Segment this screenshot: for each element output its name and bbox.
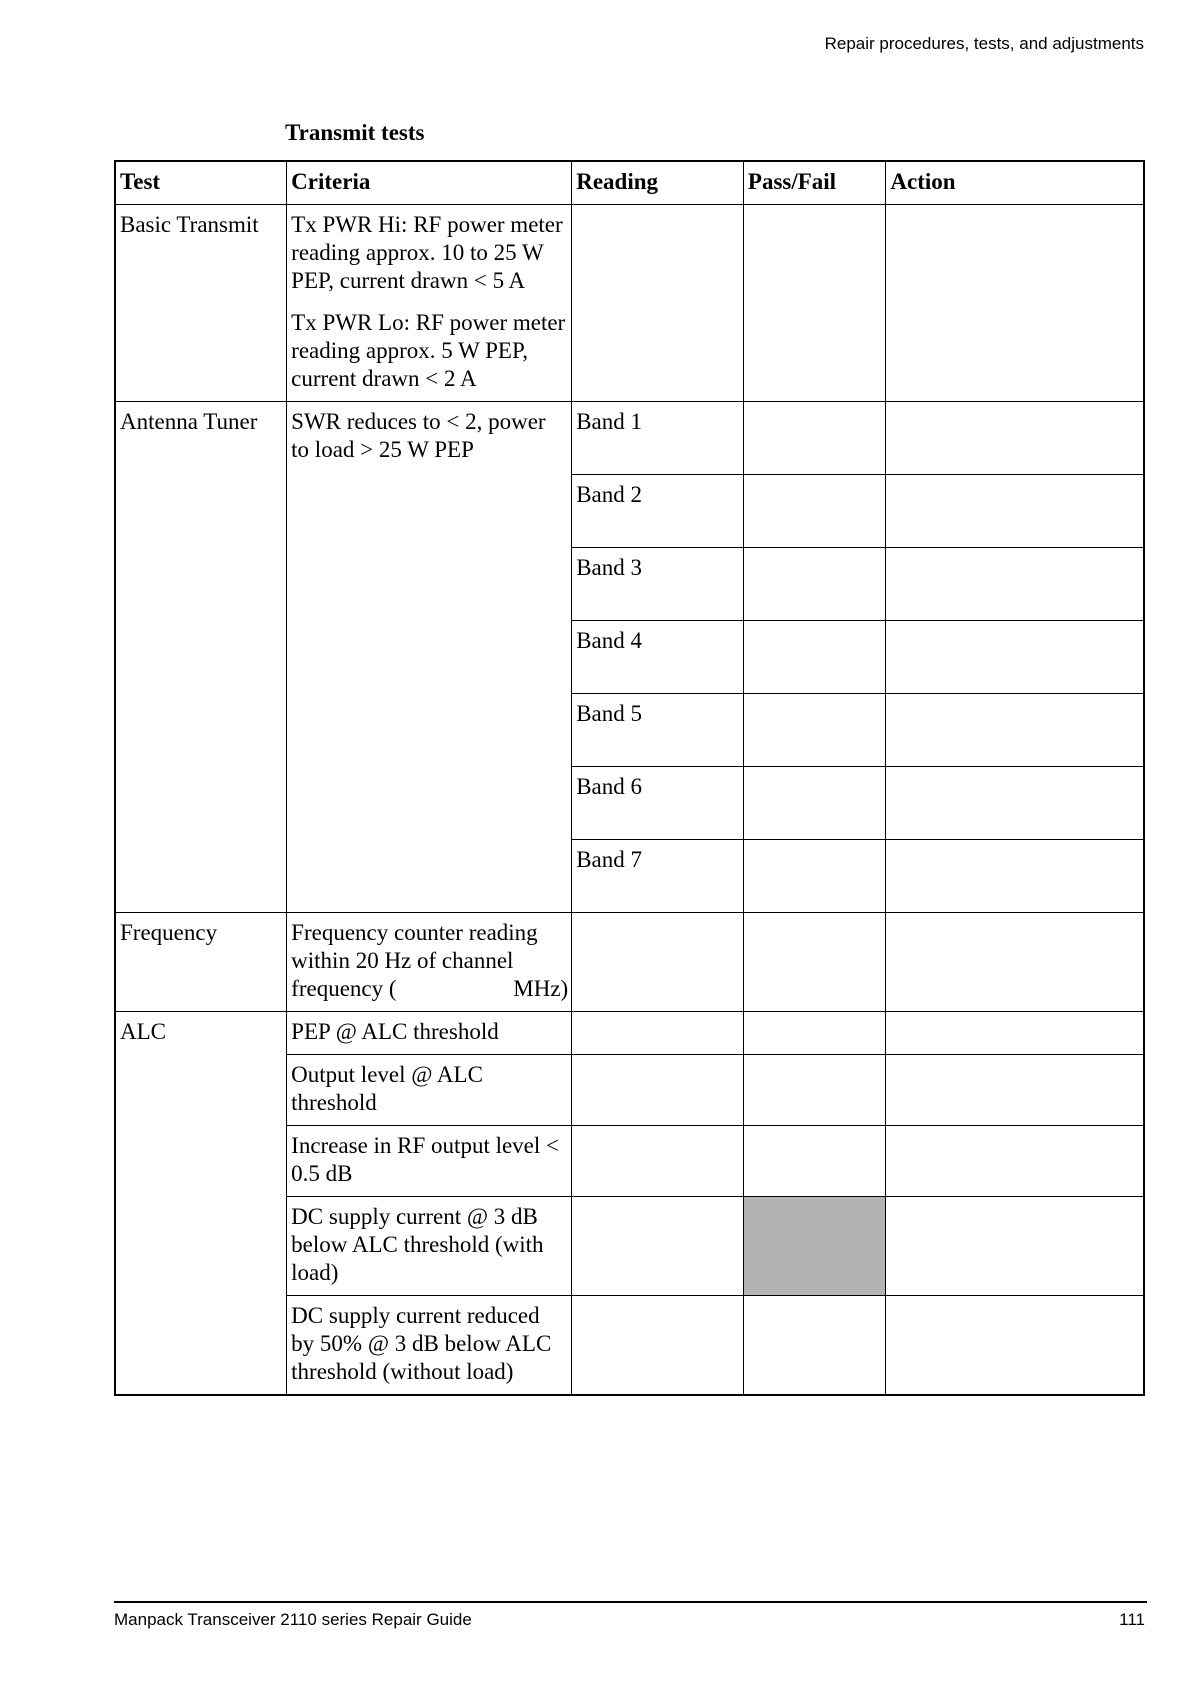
criteria-cell: SWR reduces to < 2, power to load > 25 W PEP	[287, 402, 572, 913]
pass-fail-cell[interactable]	[743, 767, 886, 840]
action-cell[interactable]	[886, 1012, 1144, 1055]
table-row-basic-transmit	[115, 205, 1144, 402]
pass-fail-cell-shaded	[743, 1197, 886, 1296]
pass-fail-cell[interactable]	[743, 402, 886, 475]
reading-cell[interactable]	[572, 1197, 744, 1296]
action-cell[interactable]	[886, 1197, 1144, 1296]
column-header-action: Action	[886, 161, 1144, 205]
reading-cell[interactable]	[572, 1012, 744, 1055]
action-cell[interactable]	[886, 840, 1144, 913]
action-cell[interactable]	[886, 694, 1144, 767]
frequency-entry-line	[291, 975, 568, 1003]
page-number: 111	[1119, 1610, 1145, 1629]
column-header-criteria: Criteria	[287, 161, 572, 205]
action-cell[interactable]	[886, 913, 1144, 1012]
criteria-cell: DC supply current @ 3 dB below ALC threshold (with load)	[287, 1197, 572, 1296]
pass-fail-cell[interactable]	[743, 840, 886, 913]
table-row-alc	[115, 1012, 1144, 1055]
action-cell[interactable]	[886, 548, 1144, 621]
column-header-pass-fail: Pass/Fail	[743, 161, 886, 205]
criteria-text: Tx PWR Lo: RF power meter reading approx. 5 W PEP, current drawn < 2 A	[291, 310, 566, 391]
reading-cell-band: Band 5	[572, 694, 744, 767]
reading-cell[interactable]	[572, 913, 744, 1012]
pass-fail-cell[interactable]	[743, 1296, 886, 1396]
criteria-cell	[287, 205, 572, 402]
pass-fail-cell[interactable]	[743, 913, 886, 1012]
test-name-cell: Antenna Tuner	[115, 402, 287, 913]
criteria-cell	[287, 913, 572, 1012]
criteria-cell: Increase in RF output level < 0.5 dB	[287, 1126, 572, 1197]
reading-cell-band: Band 4	[572, 621, 744, 694]
table-row-frequency	[115, 913, 1144, 1012]
reading-cell-band: Band 2	[572, 475, 744, 548]
table-row-antenna-tuner	[115, 402, 1144, 475]
pass-fail-cell[interactable]	[743, 621, 886, 694]
frequency-prefix: frequency (	[291, 976, 397, 1001]
action-cell[interactable]	[886, 1055, 1144, 1126]
test-name-cell: Frequency	[115, 913, 287, 1012]
pass-fail-cell[interactable]	[743, 1012, 886, 1055]
column-header-test: Test	[115, 161, 287, 205]
reading-cell-band: Band 6	[572, 767, 744, 840]
criteria-cell: DC supply current reduced by 50% @ 3 dB below ALC threshold (without load)	[287, 1296, 572, 1396]
action-cell[interactable]	[886, 1126, 1144, 1197]
reading-cell-band: Band 1	[572, 402, 744, 475]
action-cell[interactable]	[886, 621, 1144, 694]
table-header-row	[115, 161, 1144, 205]
criteria-text: Frequency counter reading within 20 Hz of channel	[291, 920, 538, 973]
criteria-cell: Output level @ ALC threshold	[287, 1055, 572, 1126]
column-header-reading: Reading	[572, 161, 744, 205]
footer-guide-title: Manpack Transceiver 2110 series Repair Guide	[114, 1610, 472, 1629]
transmit-tests-table	[114, 160, 1145, 1396]
pass-fail-cell[interactable]	[743, 475, 886, 548]
pass-fail-cell[interactable]	[743, 548, 886, 621]
footer-rule	[114, 1601, 1147, 1603]
reading-cell[interactable]	[572, 1055, 744, 1126]
reading-cell[interactable]	[572, 1126, 744, 1197]
section-title: Transmit tests	[285, 120, 425, 145]
action-cell[interactable]	[886, 205, 1144, 402]
reading-cell[interactable]	[572, 205, 744, 402]
pass-fail-cell[interactable]	[743, 694, 886, 767]
reading-cell-band: Band 3	[572, 548, 744, 621]
pass-fail-cell[interactable]	[743, 205, 886, 402]
criteria-text: Tx PWR Hi: RF power meter reading approx. 10 to 25 W PEP, current drawn < 5 A	[291, 212, 563, 293]
pass-fail-cell[interactable]	[743, 1126, 886, 1197]
action-cell[interactable]	[886, 475, 1144, 548]
action-cell[interactable]	[886, 402, 1144, 475]
action-cell[interactable]	[886, 767, 1144, 840]
test-name-cell: ALC	[115, 1012, 287, 1396]
running-header: Repair procedures, tests, and adjustments	[824, 34, 1144, 53]
test-name-cell: Basic Transmit	[115, 205, 287, 402]
frequency-suffix: MHz)	[513, 976, 569, 1001]
reading-cell-band: Band 7	[572, 840, 744, 913]
pass-fail-cell[interactable]	[743, 1055, 886, 1126]
action-cell[interactable]	[886, 1296, 1144, 1396]
reading-cell[interactable]	[572, 1296, 744, 1396]
criteria-cell: PEP @ ALC threshold	[287, 1012, 572, 1055]
